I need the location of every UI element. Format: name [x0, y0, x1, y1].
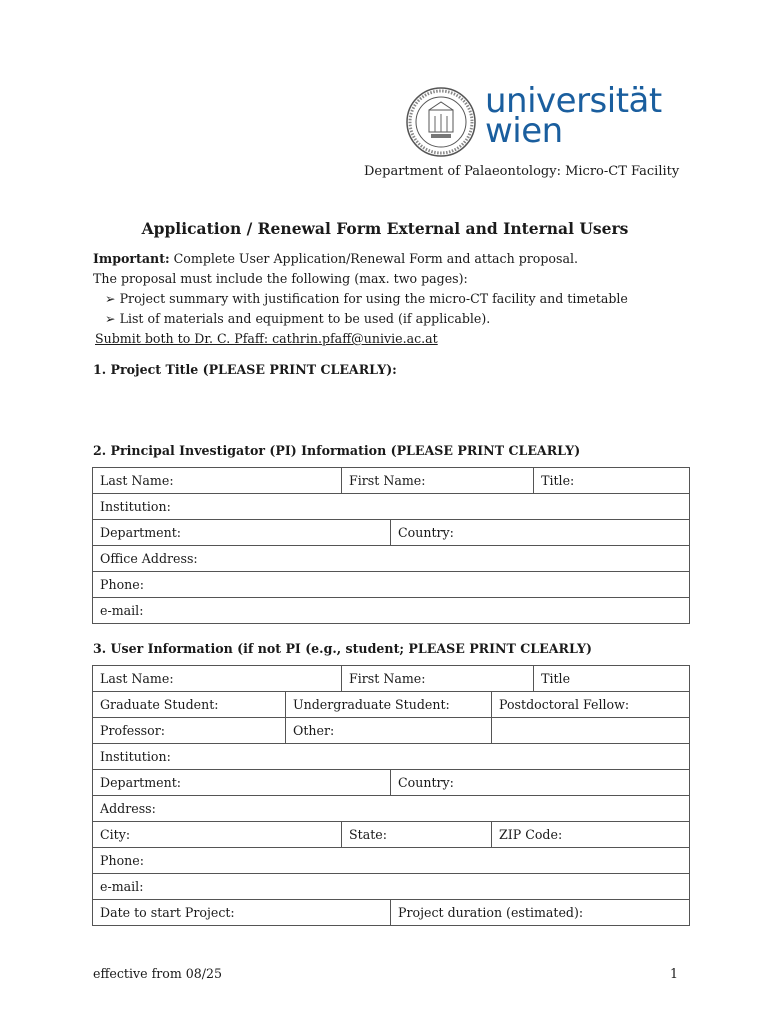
bullet-item	[93, 309, 628, 329]
bullet-text: List of materials and equipment to be used (if applicable).	[119, 311, 491, 326]
bullet-item	[93, 289, 628, 309]
form-title: Application / Renewal Form External and Internal Users	[141, 219, 629, 238]
start-date-field[interactable]: Date to start Project:	[93, 900, 391, 926]
university-wordmark	[485, 81, 662, 151]
logo-text-universitaet: universität	[485, 81, 662, 121]
user-address-field[interactable]: Address:	[93, 796, 690, 822]
city-field[interactable]: City:	[93, 822, 342, 848]
user-email-field[interactable]: e-mail:	[93, 874, 690, 900]
important-line	[93, 249, 628, 269]
undergraduate-student-field[interactable]: Undergraduate Student:	[286, 692, 492, 718]
logo-text-wien: wien	[485, 111, 563, 151]
footer-effective-date: effective from 08/25	[93, 966, 223, 981]
user-last-name-field[interactable]: Last Name:	[93, 666, 342, 692]
user-country-field[interactable]: Country:	[391, 770, 690, 796]
pi-institution-field[interactable]: Institution:	[93, 494, 690, 520]
section1-heading: 1. Project Title (PLEASE PRINT CLEARLY):	[93, 362, 397, 377]
university-logo	[405, 81, 685, 158]
section2-heading: 2. Principal Investigator (PI) Information (PLEASE PRINT CLEARLY)	[93, 443, 581, 458]
proposal-line: The proposal must include the following (max. two pages):	[93, 271, 468, 286]
pi-office-address-field[interactable]: Office Address:	[93, 546, 690, 572]
user-first-name-field[interactable]: First Name:	[342, 666, 534, 692]
bullet-text: Project summary with justification for using the micro-CT facility and timetable	[119, 291, 628, 306]
pi-country-field[interactable]: Country:	[391, 520, 690, 546]
graduate-student-field[interactable]: Graduate Student:	[93, 692, 286, 718]
blank-cell[interactable]	[492, 718, 690, 744]
zip-code-field[interactable]: ZIP Code:	[492, 822, 690, 848]
state-field[interactable]: State:	[342, 822, 492, 848]
user-department-field[interactable]: Department:	[93, 770, 391, 796]
user-institution-field[interactable]: Institution:	[93, 744, 690, 770]
other-field[interactable]: Other:	[286, 718, 492, 744]
submit-contact-line[interactable]: Submit both to Dr. C. Pfaff: cathrin.pfaff@univie.ac.at	[95, 331, 438, 346]
postdoctoral-fellow-field[interactable]: Postdoctoral Fellow:	[492, 692, 690, 718]
section3-heading: 3. User Information (if not PI (e.g., student; PLEASE PRINT CLEARLY)	[93, 641, 592, 656]
pi-last-name-field[interactable]: Last Name:	[93, 468, 342, 494]
pi-first-name-field[interactable]: First Name:	[342, 468, 534, 494]
department-line: Department of Palaeontology: Micro-CT Facility	[364, 164, 680, 179]
university-seal-icon	[405, 86, 477, 158]
user-phone-field[interactable]: Phone:	[93, 848, 690, 874]
important-label: Important:	[93, 251, 170, 266]
page-number: 1	[670, 966, 679, 981]
arrow-bullet-icon: ➢	[105, 291, 116, 306]
user-info-table	[92, 665, 690, 926]
intro-block	[93, 249, 628, 349]
arrow-bullet-icon: ➢	[105, 311, 116, 326]
pi-email-field[interactable]: e-mail:	[93, 598, 690, 624]
professor-field[interactable]: Professor:	[93, 718, 286, 744]
pi-title-field[interactable]: Title:	[534, 468, 690, 494]
user-title-field[interactable]: Title	[534, 666, 690, 692]
project-duration-field[interactable]: Project duration (estimated):	[391, 900, 690, 926]
pi-department-field[interactable]: Department:	[93, 520, 391, 546]
pi-phone-field[interactable]: Phone:	[93, 572, 690, 598]
pi-info-table	[92, 467, 690, 624]
important-text: Complete User Application/Renewal Form and attach proposal.	[169, 251, 579, 266]
